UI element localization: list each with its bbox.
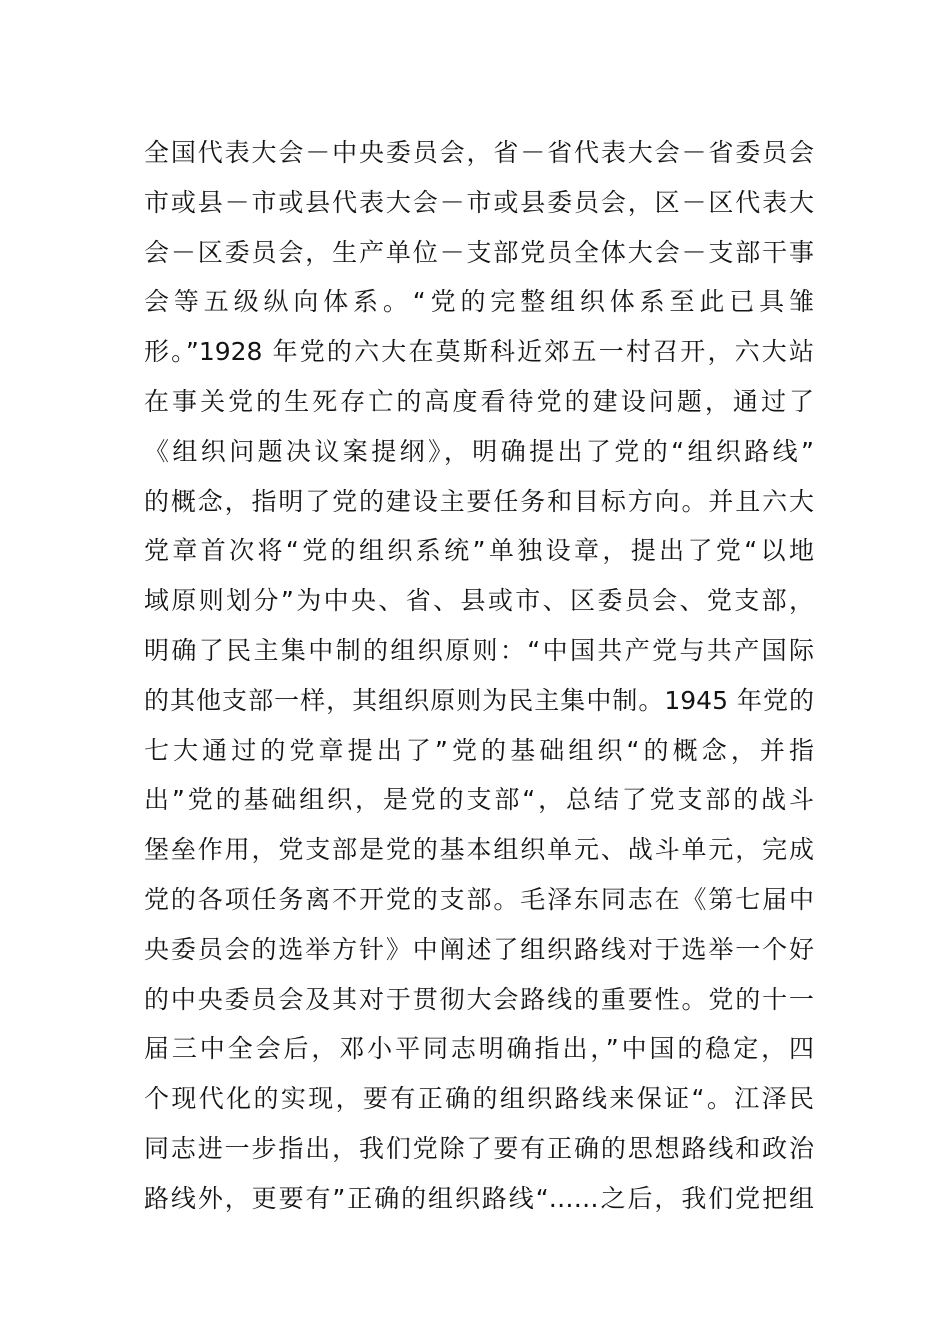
text-line: 同志进一步指出，我们党除了要有正确的思想路线和政治 [144,1133,814,1163]
text-line: 市或县－市或县代表大会－市或县委员会，区－区代表大 [144,187,814,217]
text-line: 七大通过的党章提出了”党的基础组织“的概念，并指 [144,735,814,765]
text-line: 堡垒作用，党支部是党的基本组织单元、战斗单元，完成 [144,835,814,865]
text-line: 央委员会的选举方针》中阐述了组织路线对于选举一个好 [144,934,814,964]
text-line: 会等五级纵向体系。“党的完整组织体系至此已具雏 [144,287,814,317]
text-line: 出”党的基础组织，是党的支部“，总结了党支部的战斗 [144,785,814,815]
text-line: 形。”1928 年党的六大在莫斯科近郊五一村召开，六大站 [144,337,814,367]
text-line: 路线外，更要有”正确的组织路线“……之后，我们党把组 [144,1183,814,1213]
text-line: 域原则划分”为中央、省、县或市、区委员会、党支部， [144,586,814,616]
text-line: 的中央委员会及其对于贯彻大会路线的重要性。党的十一 [144,984,814,1014]
text-line: 党章首次将“党的组织系统”单独设章，提出了党“以地 [144,536,814,566]
text-line: 全国代表大会－中央委员会，省－省代表大会－省委员会 [144,138,814,167]
text-line: 的概念，指明了党的建设主要任务和目标方向。并且六大 [144,486,814,516]
text-line: 在事关党的生死存亡的高度看待党的建设问题，通过了 [144,386,814,416]
text-line: 党的各项任务离不开党的支部。毛泽东同志在《第七届中 [144,884,814,914]
text-line: 的其他支部一样，其组织原则为民主集中制。1945 年党的 [144,685,814,715]
text-line: 届三中全会后，邓小平同志明确指出，”中国的稳定，四 [144,1034,814,1064]
text-line: 会－区委员会，生产单位－支部党员全体大会－支部干事 [144,237,814,267]
body-text [144,128,814,1224]
text-line: 明确了民主集中制的组织原则：“中国共产党与共产国际 [144,635,814,665]
text-line: 个现代化的实现，要有正确的组织路线来保证“。江泽民 [144,1084,814,1114]
text-line: 《组织问题决议案提纲》，明确提出了党的“组织路线” [144,436,814,466]
